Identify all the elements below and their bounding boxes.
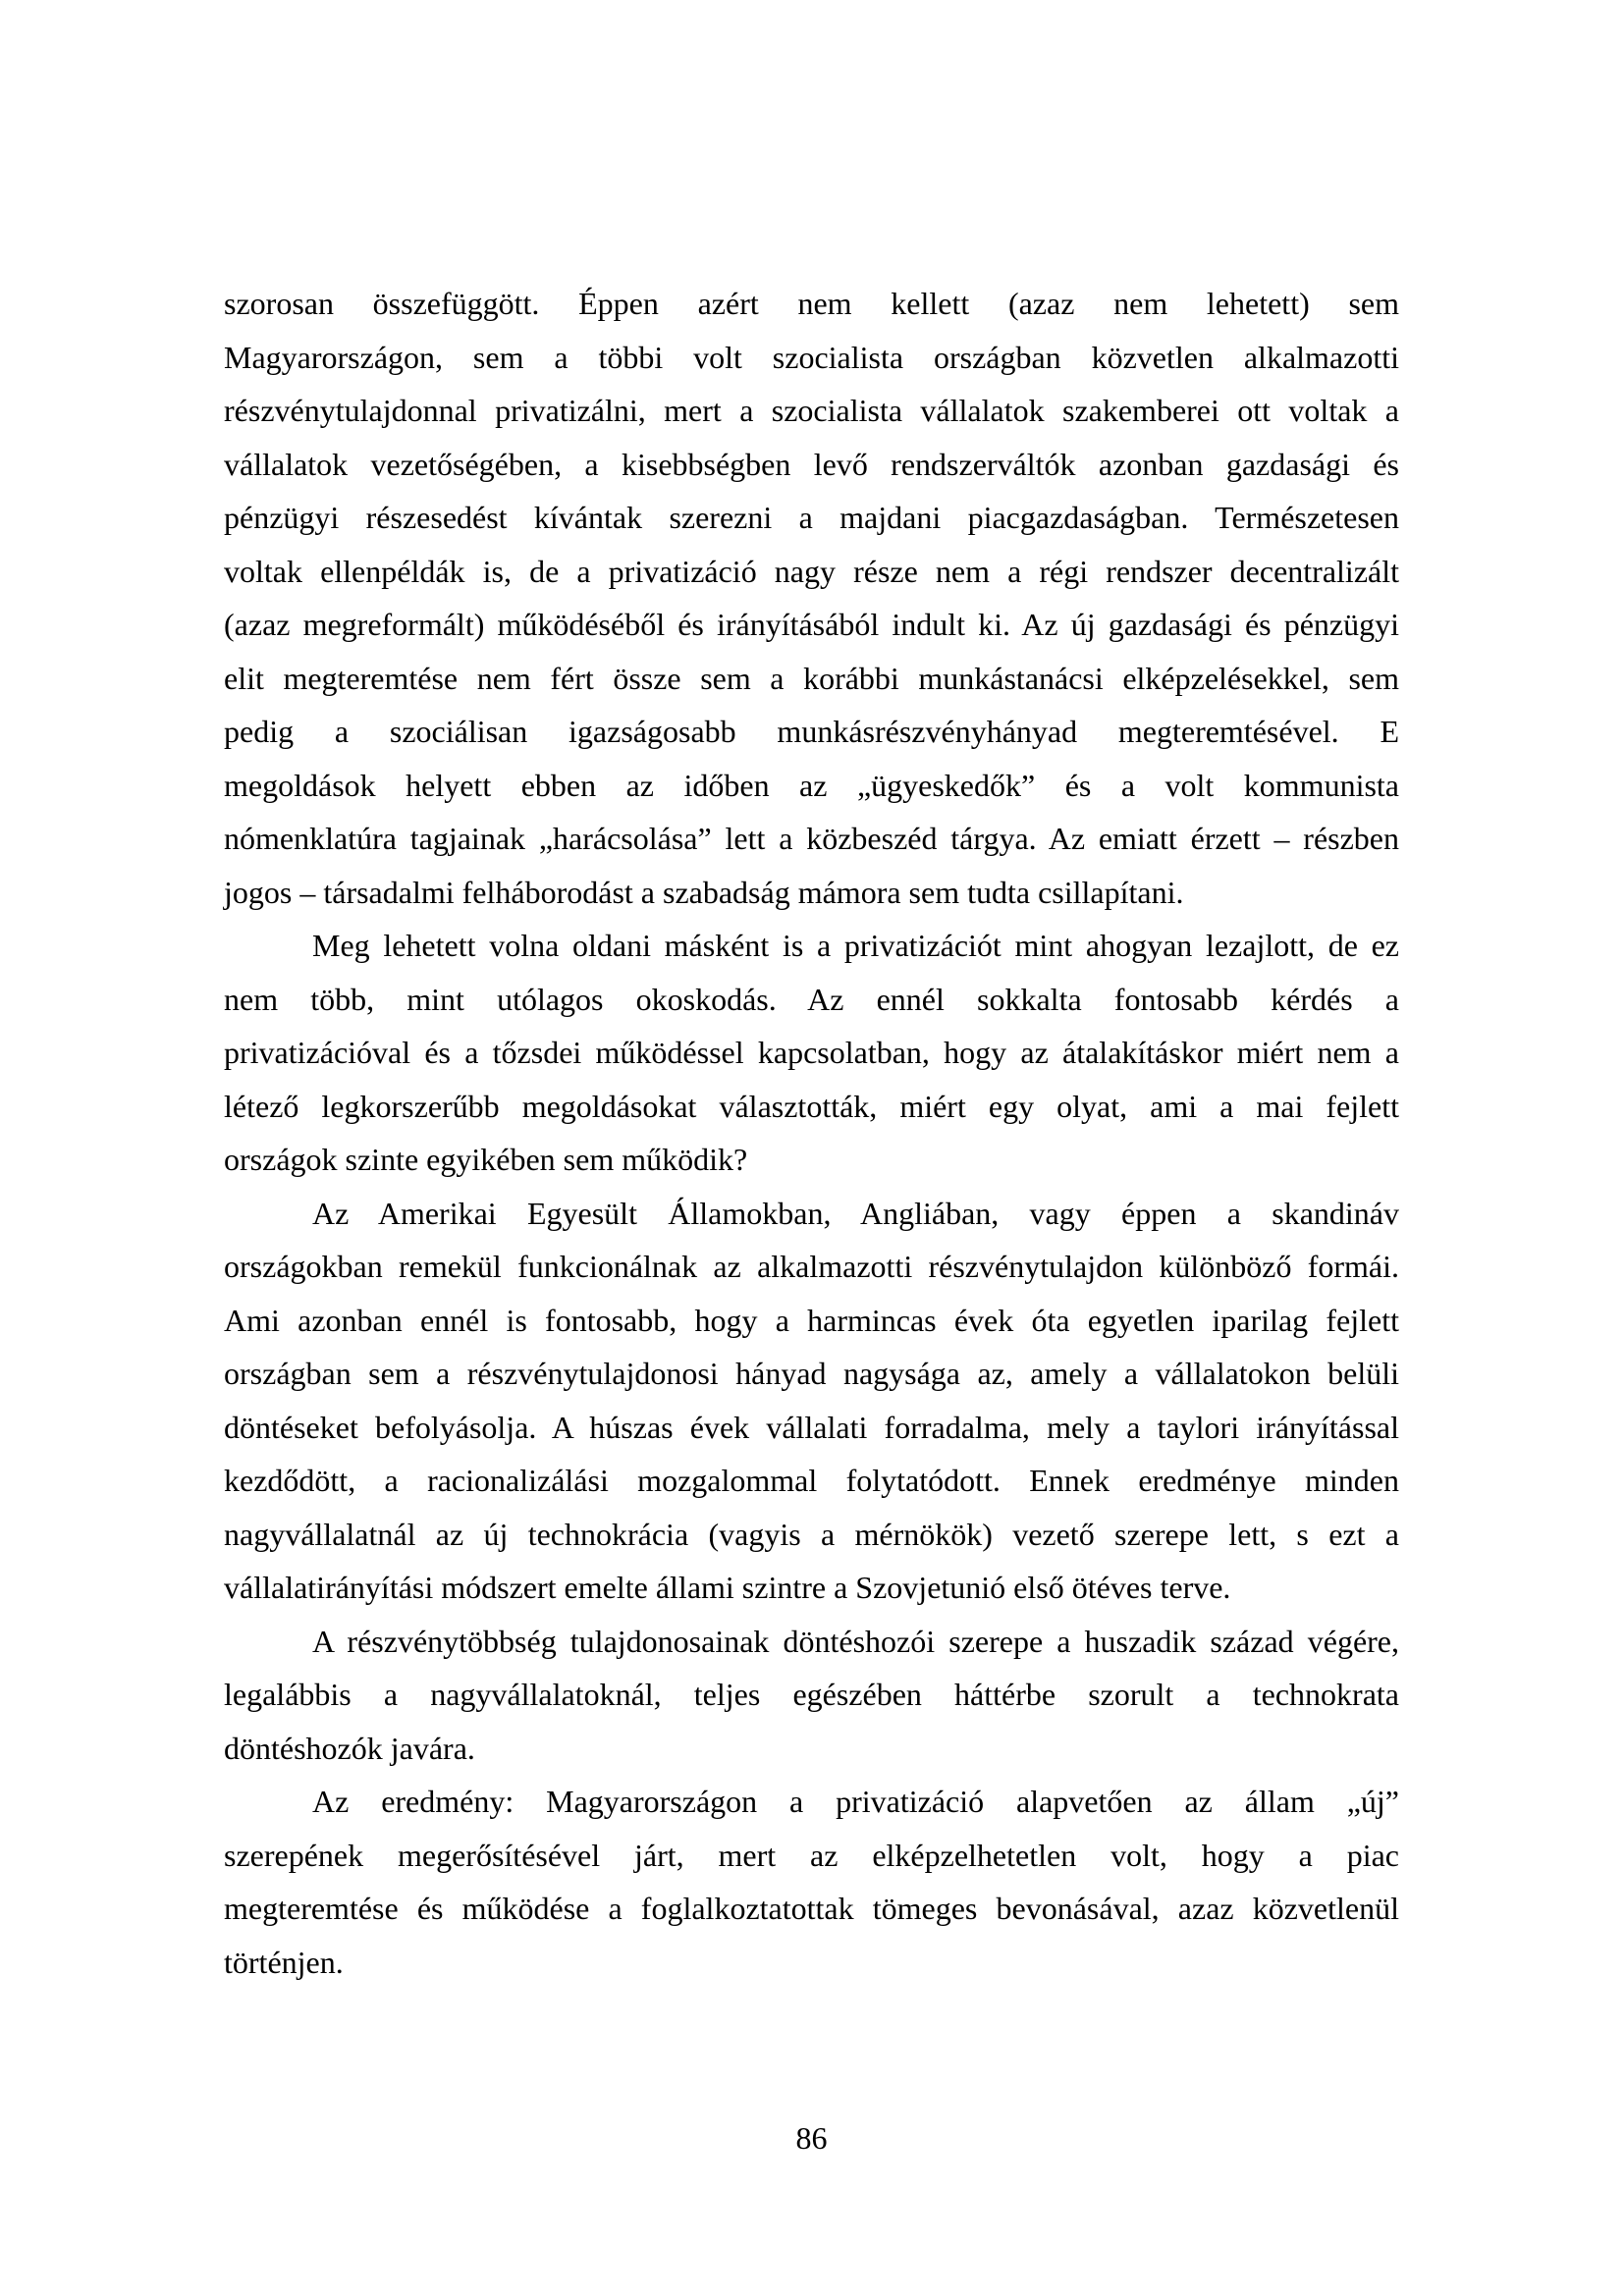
- text-line: országokban remekül funkcionálnak az alkalmazotti részvénytulajdon különböző formái.: [224, 1249, 1399, 1284]
- text-line: megoldások helyett ebben az időben az „ügyeskedők” és a volt kommunista: [224, 767, 1399, 803]
- text-line: döntéshozók javára.: [224, 1730, 475, 1766]
- text-line: Az Amerikai Egyesült Államokban, Angliában, vagy éppen a skandináv: [312, 1195, 1399, 1231]
- page-number: 86: [795, 2120, 828, 2156]
- text-line: országban sem a részvénytulajdonosi hányad nagysága az, amely a vállalatokon belüli: [224, 1356, 1399, 1391]
- text-line: vállalatirányítási módszert emelte állami szintre a Szovjetunió első ötéves terve.: [224, 1570, 1231, 1605]
- text-line: szorosan összefüggött. Éppen azért nem kellett (azaz nem lehetett) sem: [224, 286, 1399, 321]
- text-line: országok szinte egyikében sem működik?: [224, 1142, 748, 1177]
- paragraph: [224, 1615, 1399, 1776]
- paragraph: [224, 919, 1399, 1187]
- paragraph: [224, 1187, 1399, 1615]
- text-line: létező legkorszerűbb megoldásokat választották, miért egy olyat, ami a mai fejlett: [224, 1088, 1399, 1124]
- text-line: megteremtése és működése a foglalkoztatottak tömeges bevonásával, azaz közvetlenül: [224, 1891, 1399, 1926]
- text-line: pénzügyi részesedést kívántak szerezni a majdani piacgazdaságban. Természetesen: [224, 500, 1399, 535]
- text-line: legalábbis a nagyvállalatoknál, teljes egészében háttérbe szorult a technokrata: [224, 1677, 1399, 1712]
- body-text: [224, 277, 1399, 1989]
- text-line: elit megteremtése nem fért össze sem a korábbi munkástanácsi elképzelésekkel, sem: [224, 660, 1399, 696]
- text-line: vállalatok vezetőségében, a kisebbségben levő rendszerváltók azonban gazdasági és: [224, 446, 1399, 482]
- text-line: privatizációval és a tőzsdei működéssel kapcsolatban, hogy az átalakításkor miért nem a: [224, 1035, 1399, 1070]
- text-line: Meg lehetett volna oldani másként is a privatizációt mint ahogyan lezajlott, de ez: [312, 928, 1399, 963]
- text-line: nómenklatúra tagjainak „harácsolása” lett a közbeszéd tárgya. Az emiatt érzett – részben: [224, 821, 1399, 856]
- text-line: kezdődött, a racionalizálási mozgalommal folytatódott. Ennek eredménye minden: [224, 1463, 1399, 1498]
- text-line: Magyarországon, sem a többi volt szocialista országban közvetlen alkalmazotti: [224, 339, 1399, 375]
- text-line: történjen.: [224, 1944, 344, 1980]
- paragraph: [224, 277, 1399, 919]
- text-line: Az eredmény: Magyarországon a privatizáció alapvetően az állam „új”: [312, 1784, 1399, 1819]
- text-line: pedig a szociálisan igazságosabb munkásrészvényhányad megteremtésével. E: [224, 714, 1399, 749]
- paragraph: [224, 1775, 1399, 1989]
- text-line: részvénytulajdonnal privatizálni, mert a szocialista vállalatok szakemberei ott voltak a: [224, 393, 1399, 428]
- text-line: jogos – társadalmi felháborodást a szabadság mámora sem tudta csillapítani.: [224, 874, 1184, 910]
- text-line: nagyvállalatnál az új technokrácia (vagyis a mérnökök) vezető szerepe lett, s ezt a: [224, 1516, 1399, 1552]
- text-line: voltak ellenpéldák is, de a privatizáció nagy része nem a régi rendszer decentralizált: [224, 553, 1399, 589]
- text-line: (azaz megreformált) működéséből és irányításából indult ki. Az új gazdasági és pénzügyi: [224, 607, 1399, 642]
- text-line: szerepének megerősítésével járt, mert az elképzelhetetlen volt, hogy a piac: [224, 1837, 1399, 1873]
- text-line: Ami azonban ennél is fontosabb, hogy a harmincas évek óta egyetlen iparilag fejlett: [224, 1302, 1399, 1338]
- text-line: nem több, mint utólagos okoskodás. Az ennél sokkalta fontosabb kérdés a: [224, 981, 1399, 1017]
- text-line: A részvénytöbbség tulajdonosainak döntéshozói szerepe a huszadik század végére,: [312, 1623, 1399, 1659]
- text-line: döntéseket befolyásolja. A húszas évek vállalati forradalma, mely a taylori irányítással: [224, 1409, 1399, 1445]
